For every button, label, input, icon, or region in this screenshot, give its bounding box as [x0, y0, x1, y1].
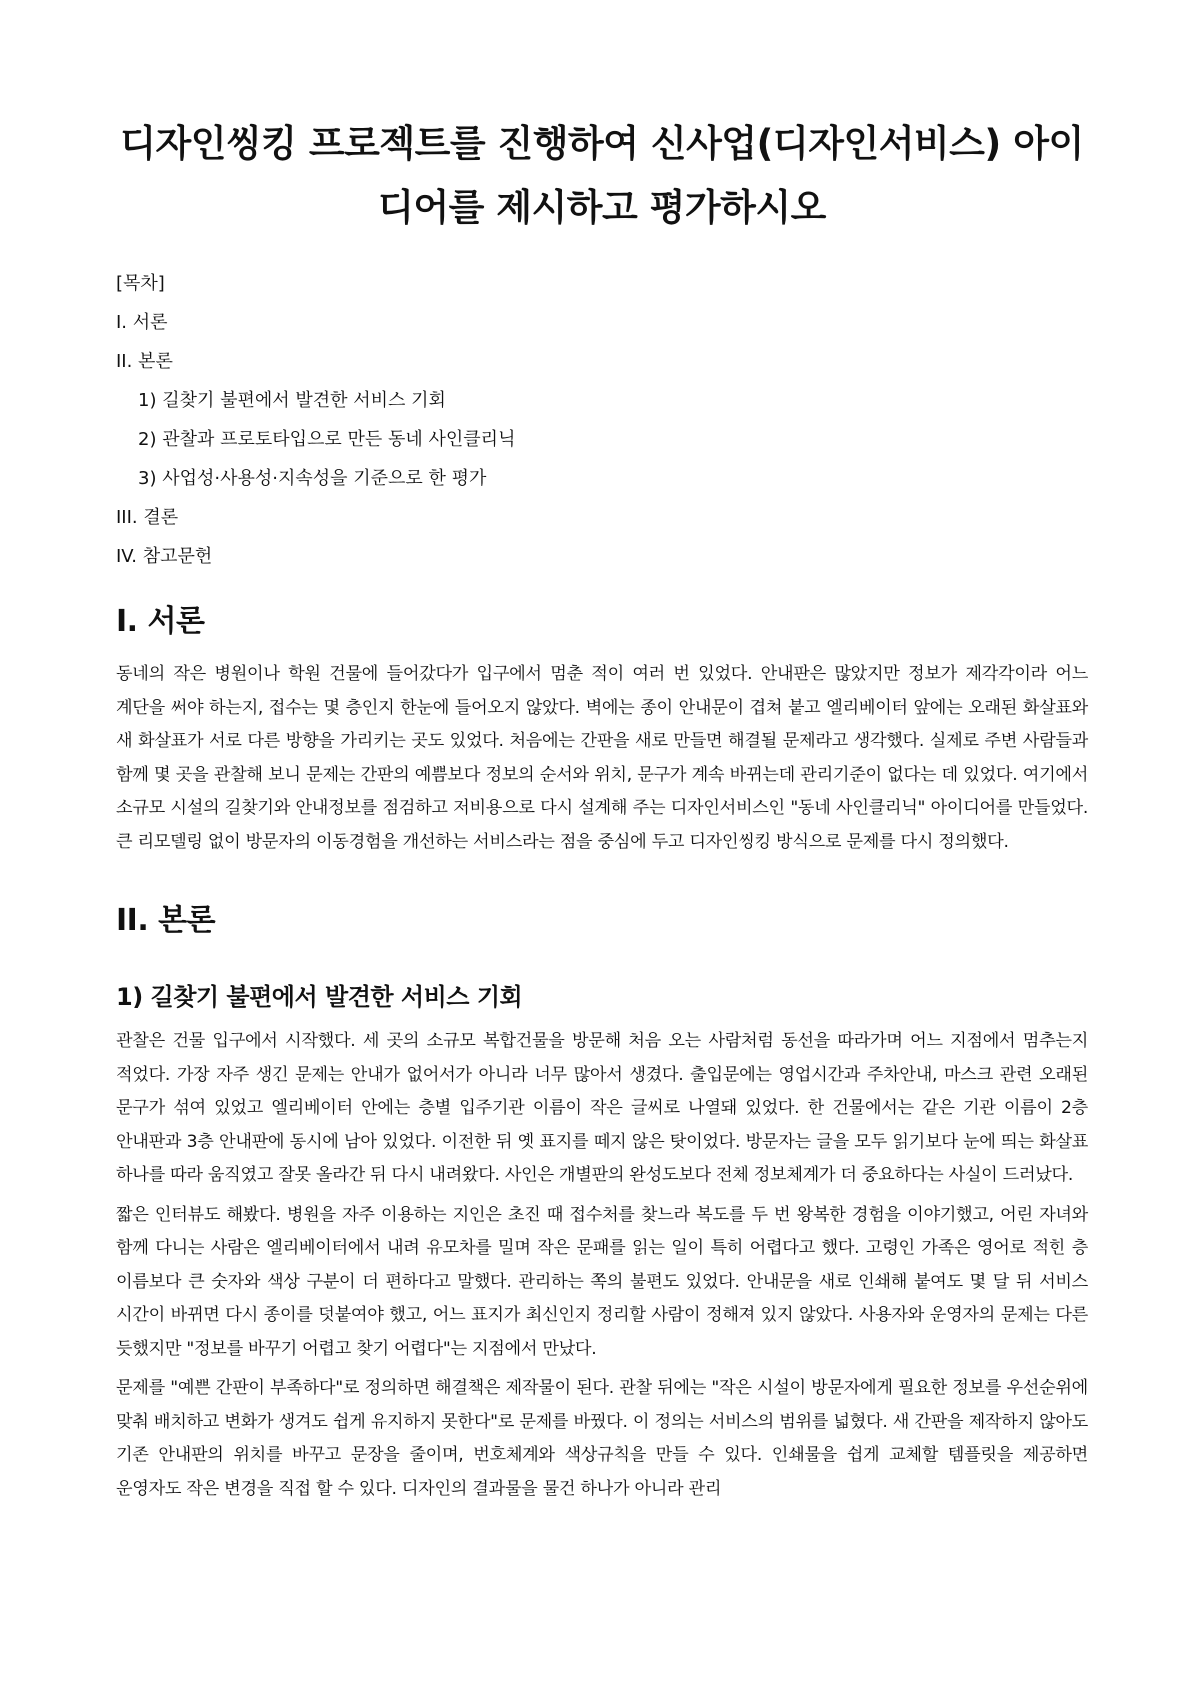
body-paragraph-3: 문제를 "예쁜 간판이 부족하다"로 정의하면 해결책은 제작물이 된다. 관찰 뒤에는 "작은 시설이 방문자에게 필요한 정보를 우선순위에 맞춰 배치하고 변화가 생겨도 쉽게 유지하지 못한다"로 문제를 바꿨다. 이 정의는 서비스의 범위를 넓혔다. 새 간판을 제작하지 않아도 기존 안내판의 위치를 바꾸고 문장을 줄이며, 번호체계와 색상규칙을 만들 수 있다. 인쇄물을 쉽게 교체할 템플릿을 제공하면 운영자도 작은 변경을 직접 할 수 있다. 디자인의 결과물을 물건 하나가 아니라 관리 — [116, 1378, 1088, 1499]
toc-item-references: IV. 참고문헌 — [116, 546, 213, 567]
toc-item-body-1: 1) 길찾기 불편에서 발견한 서비스 기회 — [138, 390, 446, 411]
table-of-contents — [116, 264, 1088, 576]
section-heading-body: II. 본론 — [116, 903, 216, 938]
body-paragraph-1: 관찰은 건물 입구에서 시작했다. 세 곳의 소규모 복합건물을 방문해 처음 오는 사람처럼 동선을 따라가며 어느 지점에서 멈추는지 적었다. 가장 자주 생긴 문제는 안내가 없어서가 아니라 너무 많아서 생겼다. 출입문에는 영업시간과 주차안내, 마스크 관련 오래된 문구가 섞여 있었고 엘리베이터 안에는 층별 입주기관 이름이 작은 글씨로 나열돼 있었다. 한 건물에서는 같은 기관 이름이 2층 안내판과 3층 안내판에 동시에 남아 있었다. 이전한 뒤 옛 표지를 떼지 않은 탓이었다. 방문자는 글을 모두 읽기보다 눈에 띄는 화살표 하나를 따라 움직였고 잘못 올라간 뒤 다시 내려왔다. 사인은 개별판의 완성도보다 전체 정보체계가 더 중요하다는 사실이 드러났다. — [116, 1031, 1088, 1185]
toc-item-conclusion: III. 결론 — [116, 507, 179, 528]
toc-item-body-3: 3) 사업성·사용성·지속성을 기준으로 한 평가 — [138, 468, 487, 489]
subsection-heading-1: 1) 길찾기 불편에서 발견한 서비스 기회 — [116, 983, 523, 1011]
section-heading-intro: I. 서론 — [116, 604, 205, 639]
toc-heading: [목차] — [116, 273, 165, 294]
intro-paragraph: 동네의 작은 병원이나 학원 건물에 들어갔다가 입구에서 멈춘 적이 여러 번 있었다. 안내판은 많았지만 정보가 제각각이라 어느 계단을 써야 하는지, 접수는 몇 층인지 한눈에 들어오지 않았다. 벽에는 종이 안내문이 겹쳐 붙고 엘리베이터 앞에는 오래된 화살표와 새 화살표가 서로 다른 방향을 가리키는 곳도 있었다. 처음에는 간판을 새로 만들면 해결될 문제라고 생각했다. 실제로 주변 사람들과 함께 몇 곳을 관찰해 보니 문제는 간판의 예쁨보다 정보의 순서와 위치, 문구가 계속 바뀌는데 관리기준이 없다는 데 있었다. 여기에서 소규모 시설의 길찾기와 안내정보를 점검하고 저비용으로 다시 설계해 주는 디자인서비스인 "동네 사인클리닉" 아이디어를 만들었다. 큰 리모델링 없이 방문자의 이동경험을 개선하는 서비스라는 점을 중심에 두고 디자인씽킹 방식으로 문제를 다시 정의했다. — [116, 664, 1088, 852]
document-title: 디자인씽킹 프로젝트를 진행하여 신사업(디자인서비스) 아이디어를 제시하고 평가하시오 — [120, 122, 1084, 229]
toc-item-intro: I. 서론 — [116, 312, 168, 333]
toc-item-body-2: 2) 관찰과 프로토타입으로 만든 동네 사인클리닉 — [138, 429, 516, 450]
body-paragraph-2: 짧은 인터뷰도 해봤다. 병원을 자주 이용하는 지인은 초진 때 접수처를 찾느라 복도를 두 번 왕복한 경험을 이야기했고, 어린 자녀와 함께 다니는 사람은 엘리베이터에서 내려 유모차를 밀며 작은 문패를 읽는 일이 특히 어렵다고 했다. 고령인 가족은 영어로 적힌 층 이름보다 큰 숫자와 색상 구분이 더 편하다고 말했다. 관리하는 쪽의 불편도 있었다. 안내문을 새로 인쇄해 붙여도 몇 달 뒤 서비스 시간이 바뀌면 다시 종이를 덧붙여야 했고, 어느 표지가 최신인지 정리할 사람이 정해져 있지 않았다. 사용자와 운영자의 문제는 다른 듯했지만 "정보를 바꾸기 어렵고 찾기 어렵다"는 지점에서 만났다. — [116, 1204, 1088, 1359]
toc-item-body: II. 본론 — [116, 351, 173, 372]
